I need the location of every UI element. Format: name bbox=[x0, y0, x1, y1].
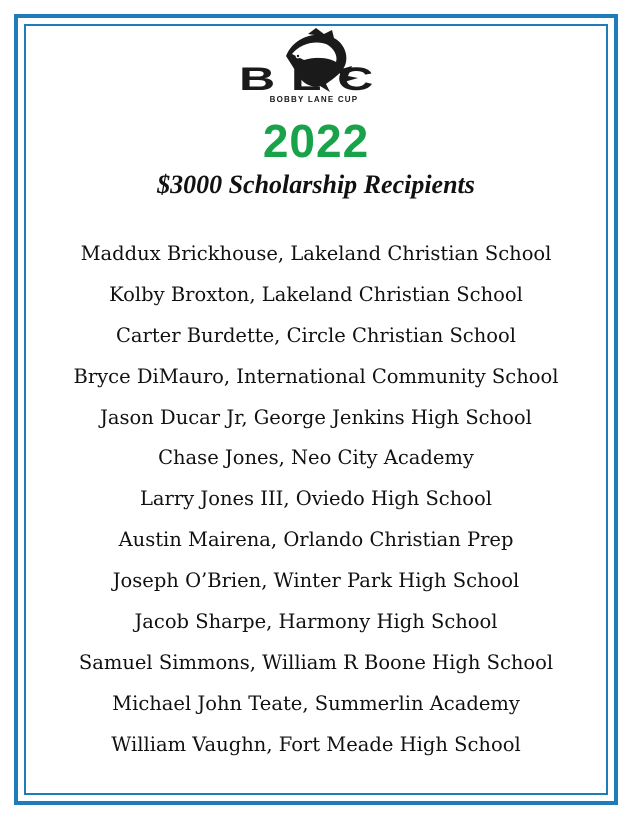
recipient-list bbox=[30, 236, 602, 768]
recipient-item: Carter Burdette, Circle Christian School bbox=[115, 323, 517, 347]
recipient-item: Samuel Simmons, William R Boone High School bbox=[78, 650, 554, 674]
logo-letters: BLC bbox=[239, 61, 389, 97]
logo-caption: BOBBY LANE CUP bbox=[269, 95, 359, 104]
recipient-item: Austin Mairena, Orlando Christian Prep bbox=[118, 528, 514, 552]
recipient-item: William Vaughn, Fort Meade High School bbox=[111, 732, 521, 756]
recipient-item: Bryce DiMauro, International Community School bbox=[73, 364, 559, 388]
recipient-item: Jacob Sharpe, Harmony High School bbox=[134, 610, 498, 634]
recipient-item: Michael John Teate, Summerlin Academy bbox=[112, 691, 520, 715]
recipient-item: Chase Jones, Neo City Academy bbox=[158, 446, 474, 470]
recipient-item: Larry Jones III, Oviedo High School bbox=[139, 487, 493, 511]
recipient-item: Kolby Broxton, Lakeland Christian School bbox=[109, 282, 523, 306]
recipient-item: Maddux Brickhouse, Lakeland Christian School bbox=[80, 242, 552, 265]
recipient-item: Joseph O’Brien, Winter Park High School bbox=[112, 569, 520, 593]
subtitle: $3000 Scholarship Recipients bbox=[157, 170, 475, 199]
recipient-item: Jason Ducar Jr, George Jenkins High School bbox=[100, 405, 532, 429]
year-heading: 2022 bbox=[262, 115, 370, 167]
blc-logo bbox=[234, 26, 394, 110]
